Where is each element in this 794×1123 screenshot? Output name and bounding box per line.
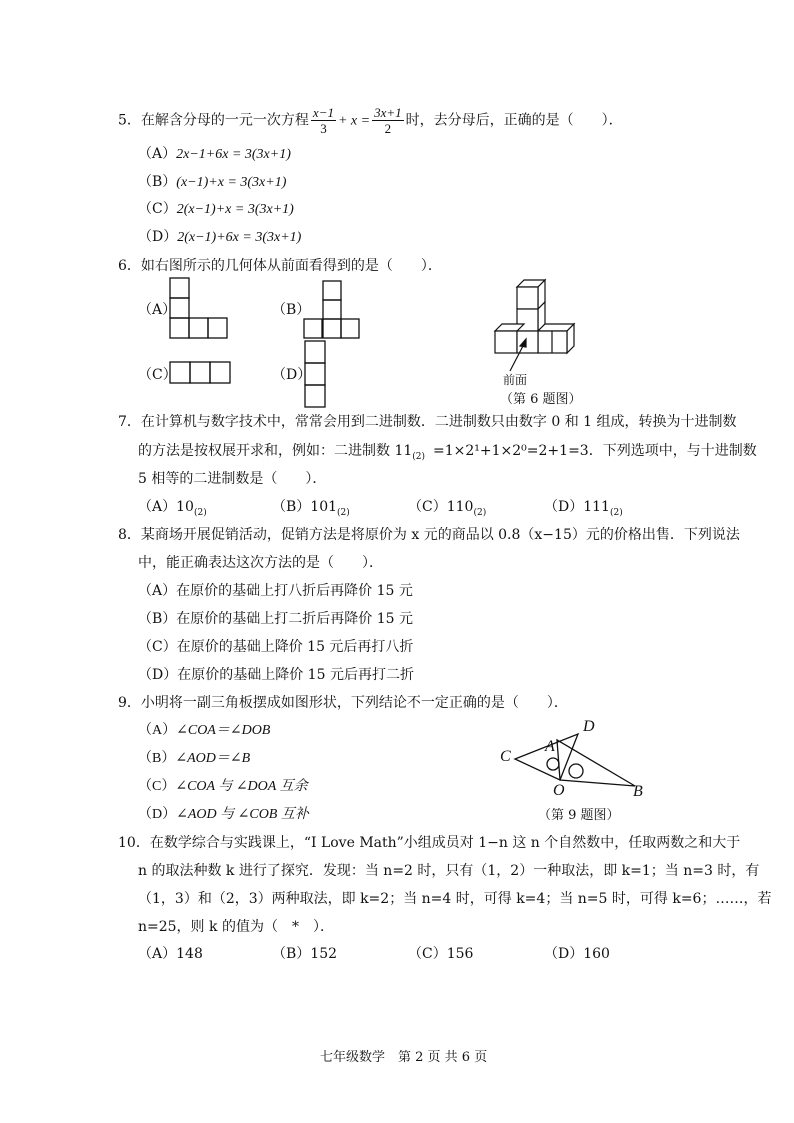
option-text: 在原价的基础上打二折后再降价 15 元 <box>176 611 414 627</box>
q10-option-c <box>408 944 473 964</box>
option-label: （D） <box>138 667 178 683</box>
q6-label-a: （A） <box>138 302 177 318</box>
q7-option-b <box>272 497 350 523</box>
q5-option-d <box>138 227 301 248</box>
q10-option-d <box>544 944 610 964</box>
option-text: 在原价的基础上降价 15 元后再打二折 <box>177 667 414 683</box>
option-text: 111 <box>583 499 610 515</box>
q6-stem: 6．如右图所示的几何体从前面看得到的是（ ）． <box>118 258 442 274</box>
q9-option-c <box>138 777 308 797</box>
option-label: （A） <box>138 146 177 162</box>
option-label: （D） <box>138 807 177 822</box>
option-label: （C） <box>408 499 447 515</box>
q7-line2-pre: 的方法是按权展开求和，例如：二进制数 11 <box>138 443 413 459</box>
option-label: （C） <box>138 639 177 655</box>
page-footer: 七年级数学 第 2 页 共 6 页 <box>320 1050 488 1065</box>
q5-fraction-2 <box>372 105 404 136</box>
q10-line4: n=25，则 k 的值为（ * ）． <box>138 919 334 935</box>
q9-point-d: D <box>583 718 595 735</box>
q5-frac1-den: 3 <box>320 121 327 136</box>
option-label: （D） <box>544 499 584 515</box>
q7-line2-sub: (2) <box>412 451 426 462</box>
option-text: 101 <box>310 499 338 515</box>
option-text: 160 <box>583 946 610 962</box>
q5-stem <box>118 105 623 136</box>
q7-option-c <box>408 497 486 523</box>
q5-option-b <box>138 172 286 193</box>
option-text: 152 <box>310 946 338 962</box>
q9-point-a: A <box>545 738 555 755</box>
q6-front-label: 前面 <box>503 373 528 387</box>
q6-figure-a <box>170 278 230 340</box>
q10-option-b <box>272 944 337 964</box>
option-sub: (2) <box>609 507 623 518</box>
q9-point-c: C <box>500 748 511 765</box>
q9-triangle-figure <box>495 715 655 805</box>
option-label: （D） <box>544 946 584 962</box>
option-text: 148 <box>176 946 203 962</box>
option-label: （B） <box>138 611 177 627</box>
option-text: 10 <box>176 499 194 515</box>
q9-option-a <box>138 721 270 741</box>
q8-option-b <box>138 609 413 629</box>
q7-line3: 5 相等的二进制数是（ ）． <box>138 471 327 487</box>
option-label: （D） <box>138 229 178 245</box>
option-sub: (2) <box>473 507 487 518</box>
option-label: （A） <box>138 946 177 962</box>
q9-option-d <box>138 805 309 825</box>
q5-frac2-den: 2 <box>384 121 392 136</box>
q6-label-c: （C） <box>138 367 177 383</box>
option-label: （B） <box>272 499 311 515</box>
option-label: （A） <box>138 723 177 738</box>
option-label: （B） <box>138 174 177 190</box>
q5-option-c <box>138 199 294 220</box>
option-sub: (2) <box>193 507 207 518</box>
q10-line3: （1，3）和（2，3）两种取法，即 k=2；当 n=4 时，可得 k=4；当 n=5 时，可得 k=6；……，若 <box>138 891 772 907</box>
q8-option-c <box>138 637 413 657</box>
q6-caption: （第 6 题图） <box>500 392 582 407</box>
q7-line1: 7．在计算机与数字技术中，常常会用到二进制数．二进制数只由数字 0 和 1 组成，转换为十进制数 <box>118 414 737 430</box>
option-text: 2(x−1)+6x = 3(3x+1) <box>177 230 302 245</box>
option-label: （C） <box>138 779 176 794</box>
option-text: 156 <box>446 946 474 962</box>
q9-point-b: B <box>633 783 643 800</box>
option-text: 110 <box>446 499 474 515</box>
q9-option-b <box>138 749 250 769</box>
option-label: （C） <box>138 201 177 217</box>
q5-frac1-num: x−1 <box>312 105 334 120</box>
q8-option-d <box>138 665 414 685</box>
q7-option-d <box>544 497 623 523</box>
option-sub: (2) <box>337 507 350 518</box>
option-text: ∠AOD＝∠B <box>175 751 251 766</box>
q6-solid-figure <box>490 278 580 358</box>
option-label: （B） <box>272 946 311 962</box>
q9-caption: （第 9 题图） <box>538 808 620 823</box>
q7-line2-post: =1×2¹+1×2⁰=2+1=3．下列选项中，与十进制数 <box>433 443 757 459</box>
q5-stem-post: 时，去分母后，正确的是（ ）． <box>405 112 623 129</box>
option-text: ∠AOD 与 ∠COB 互补 <box>176 807 309 822</box>
q6-label-b: （B） <box>272 302 311 318</box>
q7-option-a <box>138 497 207 523</box>
option-text: 2x−1+6x = 3(3x+1) <box>176 147 291 162</box>
q8-line2: 中，能正确表达这次方法的是（ ）． <box>138 555 383 571</box>
q6-figure-d <box>305 341 329 409</box>
q5-option-a <box>138 144 291 165</box>
q6-figure-b <box>304 281 362 339</box>
option-text: ∠COA＝∠DOB <box>176 723 271 738</box>
q10-option-a <box>138 944 203 964</box>
option-text: 在原价的基础上降价 15 元后再打八折 <box>176 639 414 655</box>
q6-figure-c <box>170 362 232 386</box>
q5-fraction-1 <box>311 105 336 136</box>
q10-line2: n 的取法种数 k 进行了探究．发现：当 n=2 时，只有（1，2）一种取法，即 k=1；当 n=3 时，有 <box>138 863 760 879</box>
q7-line2 <box>138 441 757 467</box>
q5-stem-pre: 5．在解含分母的一元一次方程 <box>118 112 309 129</box>
q10-line1: 10．在数学综合与实践课上，“I Love Math”小组成员对 1−n 这 n 个自然数中，任取两数之和大于 <box>118 835 741 851</box>
q9-point-o: O <box>553 782 565 799</box>
q9-stem: 9．小明将一副三角板摆成如图形状，下列结论不一定正确的是（ ）． <box>118 695 568 711</box>
q8-option-a <box>138 581 413 601</box>
option-text: 2(x−1)+x = 3(3x+1) <box>176 202 294 217</box>
option-label: （C） <box>408 946 447 962</box>
option-text: ∠COA 与 ∠DOA 互余 <box>175 779 308 794</box>
option-label: （B） <box>138 751 176 766</box>
option-text: 在原价的基础上打八折后再降价 15 元 <box>176 583 413 599</box>
option-text: (x−1)+x = 3(3x+1) <box>176 175 287 190</box>
q5-mid: + x = <box>337 113 371 129</box>
q6-label-d: （D） <box>272 367 312 383</box>
option-label: （A） <box>138 583 177 599</box>
option-label: （A） <box>138 499 177 515</box>
q8-line1: 8．某商场开展促销活动，促销方法是将原价为 x 元的商品以 0.8（x−15）元的价格出售．下列说法 <box>118 527 740 543</box>
q5-frac2-num: 3x+1 <box>374 105 402 120</box>
